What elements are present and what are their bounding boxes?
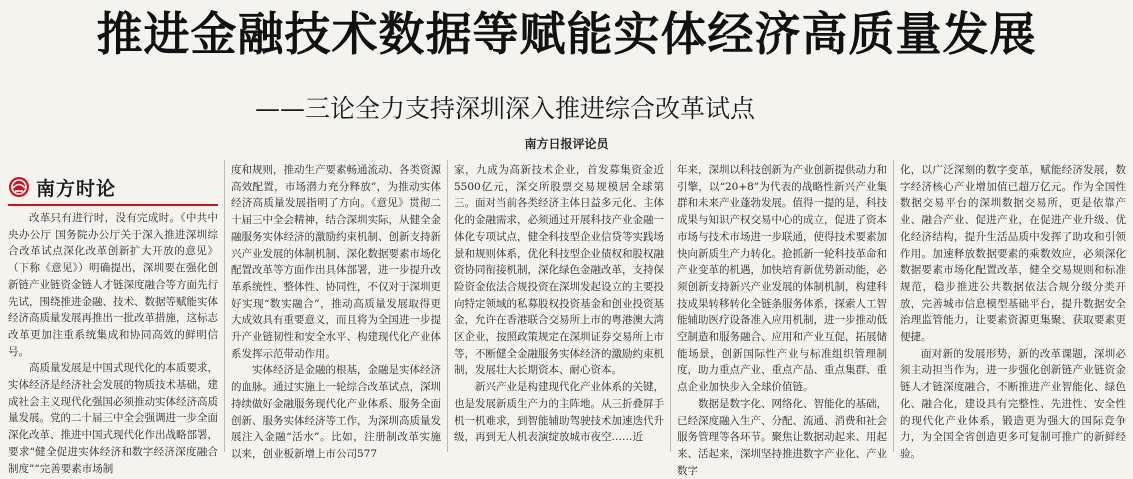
paragraph: 面对新的发展形势，新的改革课题，深圳必须主动担当作为，进一步强化创新链产业链资金链人才链深度融合，不断推进产业智能化、绿色化、融合化，建设具有完整性、先进性、安全性的现代化产业体系，锻造更为强大的国际竞争力，为全国全省创造更多可复制可推广的新鲜经验。 — [900, 347, 1126, 460]
text-column-3 — [454, 162, 664, 454]
paragraph: 高质量发展是中国式现代化的本质要求，实体经济是经济社会发展的物质技术基础，建成社会主义现代化强国必须推动实体经济高质量发展。党的二十届三中全会强调进一步全面深化改革、推进中国式现代化作出战略部署，要求“健全促进实体经济和数字经济深度融合制度”“完善要素市场制 — [8, 362, 218, 475]
article-subheadline: ——三论全力支持深圳深入推进综合改革试点 — [255, 94, 756, 123]
globe-logo-icon — [8, 176, 30, 198]
column-logo — [8, 172, 218, 202]
paragraph: 改革只有进行时，没有完成时。《中共中央办公厅 国务院办公厅关于深入推进深圳综合改革试点深化改革创新扩大开放的意见》（下称《意见》）明确提出，深圳要在强化创新链产业链资金链人才链深度融合等方面先行先试，围绕推进金融、技术、数据等赋能实体经济高质量发展再推出一批改革措施，这标志改革更加注重系统集成和协同高效的鲜明信号。 — [8, 212, 218, 358]
text-column-4 — [677, 162, 887, 477]
paragraph: 化，以广泛深刻的数字变革，赋能经济发展，数字经济核心产业增加值已超万亿元。作为全国性数据交易平台的深圳数据交易所，更是依靠产业、融合产业、促进产业，在促进产业升级、优化经济结构，提升生活品质中发挥了助攻和引领作用。加速释放数据要素的乘数效应，必须深化数据要素市场化配置改革，健全交易规则和标准规范，稳步推进公共数据依法合规分级分类开放，完善城市信息模型基础平台，提升数据安全治理监管能力，让要素资源更集聚、获取要素更便捷。 — [900, 164, 1126, 344]
column-divider — [224, 160, 225, 452]
text-column-5 — [900, 162, 1126, 460]
column-divider — [893, 160, 894, 452]
paragraph: 家，九成为高新技术企业，首发募集资金近5500亿元，深交所股票交易规模居全球第三。面对当前各类经济主体日益多元化、主体化的金融需求，必须通过开展科技产业金融一体化专项试点，健全科技型企业信贷等实践场景和规则体系，优化科技型企业债权和股权融资协同衔接机制，深化绿色金融改革，支持保险资金依法合规投资在深圳发起设立的主要投向特定领域的私募股权投资基金和创业投资基金，允许在香港联合交易所上市的粤港澳大湾区企业，按照政策规定在深圳证券交易所上市等，不断健全金融服务实体经济的激励约束机制，发展壮大长期资本、耐心资本。 — [454, 164, 664, 377]
paragraph: 年来，深圳以科技创新为产业创新提供动力和引擎，以“20+8”为代表的战略性新兴产业集群和未来产业蓬勃发展。值得一提的是，科技成果与知识产权交易中心的成立，促进了资本市场与技术市场进一步联通，使得技术要素加快向新质生产力转化。抢抓新一轮科技革命和产业变革的机遇，加快培育新优势新动能，必须创新支持新兴产业发展的体制机制，构建科技成果转移转化全链条服务体系，探索人工智能辅助医疗设备准入应用机制，进一步推动低空制造和服务融合、应用和产业互促，拓展储能场景，创新国际性产业与标准组织管理制度，助力重点产业、重点产品、重点集群、重点企业加快步入全球价值链。 — [677, 164, 887, 394]
text-column-1 — [8, 210, 218, 475]
column-divider — [670, 160, 671, 452]
text-column-2 — [231, 162, 441, 460]
column-divider — [447, 160, 448, 452]
paragraph: 度和规则，推动生产要素畅通流动、各类资源高效配置，市场潜力充分释放”，为推动实体经济高质量发展指明了方向。《意见》贯彻二十届三中全会精神，结合深圳实际，从健全金融服务实体经济的激励约束机制、创新支持新兴产业发展的体制机制、深化数据要素市场化配置改革等方面作出具体部署，进一步提升改革系统性、整体性、协同性，不仅对于深圳更好实现“数实融合”，推动高质量发展取得更大成效具有重要意义，而且将为全国进一步提升产业链韧性和安全水平、构建现代化产业体系发挥示范带动作用。 — [231, 164, 441, 360]
article-byline: 南方日报评论员 — [524, 137, 609, 151]
logo-divider — [8, 204, 218, 206]
column-logo-text: 南方时论 — [36, 177, 117, 200]
paragraph: 数据是数字化、网络化、智能化的基础，已经深度融入生产、分配、流通、消费和社会服务管理等各环节。聚焦让数据动起来、用起来、活起来，深圳坚持推进数字产业化、产业数字 — [677, 397, 887, 477]
paragraph: 实体经济是金融的根基，金融是实体经济的血脉。通过实施上一轮综合改革试点，深圳持续做好金融服务现代化产业体系、服务全面创新、服务实体经济等工作，为深圳高质量发展注入金融“活水”。比如，注册制改革实施以来，创业板新增上市公司577 — [231, 364, 441, 460]
article-headline: 推进金融技术数据等赋能实体经济高质量发展 — [96, 7, 1037, 61]
paragraph: 新兴产业是构建现代化产业体系的关键，也是发展新质生产力的主阵地。从三折叠屏手机一机难求，到智能辅助驾驶技术加速迭代升级，再到无人机表演绽放城市夜空……近 — [454, 381, 664, 444]
